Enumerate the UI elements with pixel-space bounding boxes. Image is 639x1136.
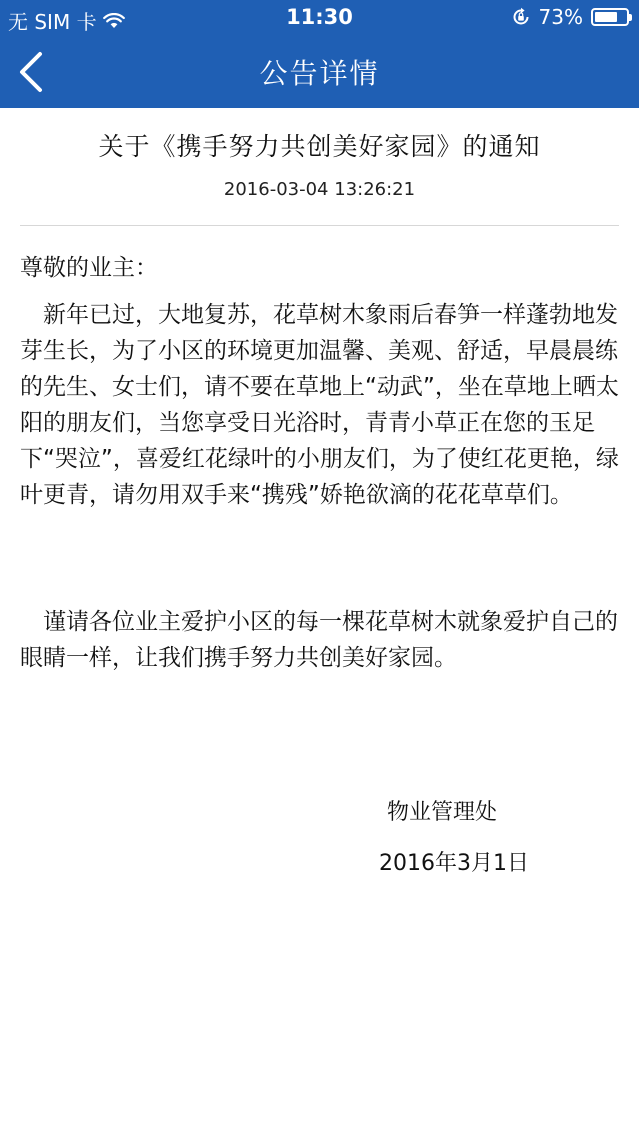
battery-cap xyxy=(629,14,632,21)
orientation-lock-icon xyxy=(511,7,531,27)
status-bar xyxy=(0,0,639,36)
article-datetime: 2016-03-04 13:26:21 xyxy=(223,179,416,200)
signature-org: 物业管理处 xyxy=(387,800,498,825)
status-right xyxy=(511,5,629,29)
battery-icon xyxy=(591,8,629,26)
signature-date: 2016年3月1日 xyxy=(379,851,529,876)
divider xyxy=(20,225,619,226)
carrier-label: 无 SIM 卡 xyxy=(8,10,97,34)
paragraph-1: 新年已过，大地复苏，花草树木象雨后春笋一样蓬勃地发芽生长，为了小区的环境更加温馨、美观、舒适，早晨晨练的先生、女士们，请不要在草地上“动武”，坐在草地上晒太阳的朋友们，当您享受日光浴时，青青小草正在您的玉足下“哭泣”，喜爱红花绿叶的小朋友们，为了使红花更艳，绿叶更青，请勿用双手来“携残”娇艳欲滴的花花草草们。 xyxy=(20,302,619,508)
battery-fill xyxy=(595,12,617,22)
nav-bar xyxy=(0,36,639,108)
page-title: 公告详情 xyxy=(259,57,380,90)
paragraph-2: 谨请各位业主爱护小区的每一棵花草树木就象爱护自己的眼睛一样，让我们携手努力共创美好家园。 xyxy=(20,609,618,671)
article-title: 关于《携手努力共创美好家园》的通知 xyxy=(98,132,541,161)
battery-percent: 73% xyxy=(538,5,583,29)
salutation: 尊敬的业主： xyxy=(20,255,158,281)
status-time: 11:30 xyxy=(286,5,353,29)
header xyxy=(0,0,639,108)
